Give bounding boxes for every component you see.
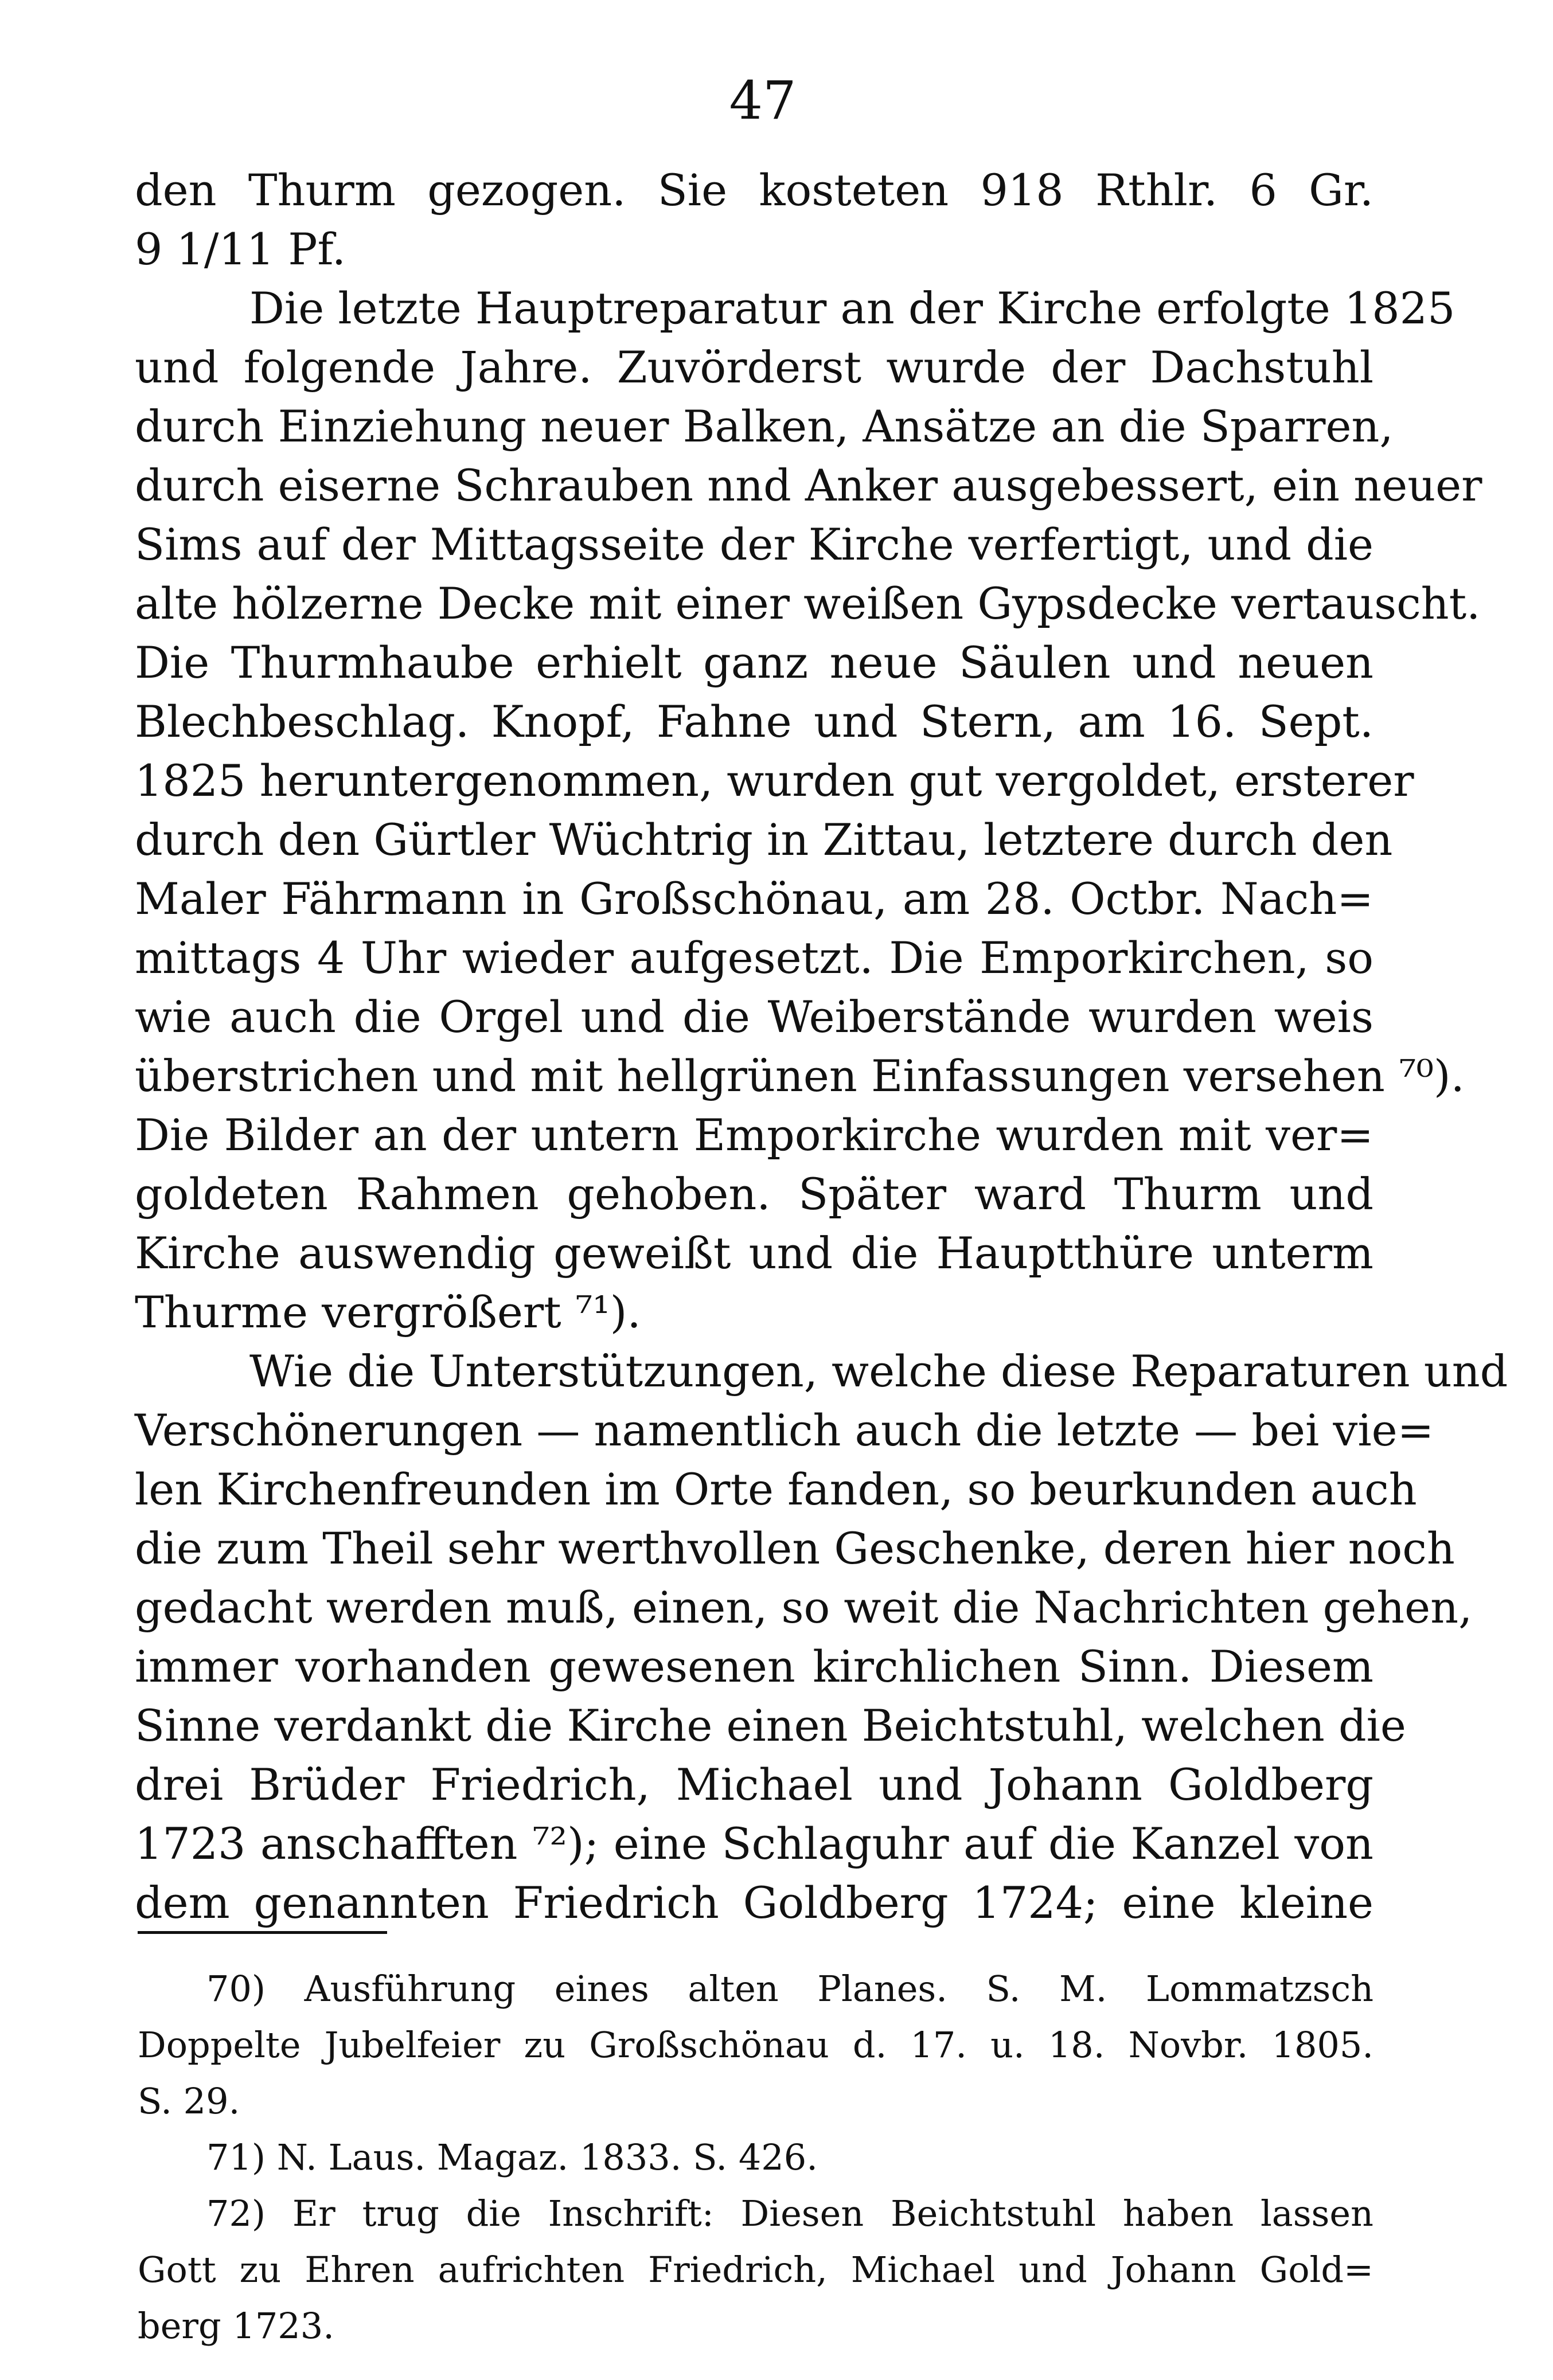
footnote-line: 70) Ausführung eines alten Planes. S. M. Lommatzsch <box>206 1968 1373 2010</box>
text-line: Verschönerungen — namentlich auch die letzte — bei vie= <box>135 1405 1434 1456</box>
text-line: goldeten Rahmen gehoben. Später ward Thurm und <box>135 1168 1373 1220</box>
text-line: und folgende Jahre. Zuvörderst wurde der Dachstuhl <box>135 342 1373 393</box>
text-line: wie auch die Orgel und die Weiberstände wurden weis <box>135 991 1373 1042</box>
text-line: len Kirchenfreunden im Orte fanden, so beurkunden auch <box>135 1464 1417 1515</box>
text-line: Blechbeschlag. Knopf, Fahne und Stern, am 16. Sept. <box>135 696 1373 747</box>
text-line: mittags 4 Uhr wieder aufgesetzt. Die Emporkirchen, so <box>135 932 1373 983</box>
text-line: Wie die Unterstützungen, welche diese Reparaturen und <box>249 1346 1508 1397</box>
text-line: Die Thurmhaube erhielt ganz neue Säulen und neuen <box>135 637 1373 688</box>
text-line: den Thurm gezogen. Sie kosteten 918 Rthlr. 6 Gr. <box>135 165 1373 216</box>
text-line: durch eiserne Schrauben nnd Anker ausgebessert, ein neuer <box>135 460 1482 511</box>
text-line: Kirche auswendig geweißt und die Hauptthüre unterm <box>135 1228 1373 1279</box>
text-line: überstrichen und mit hellgrünen Einfassungen versehen ⁷⁰). <box>135 1050 1465 1101</box>
text-line: drei Brüder Friedrich, Michael und Johann Goldberg <box>135 1759 1373 1810</box>
text-line: dem genannten Friedrich Goldberg 1724; eine kleine <box>135 1877 1373 1928</box>
text-line: Maler Fährmann in Großschönau, am 28. Octbr. Nach= <box>135 873 1373 924</box>
text-line: Die Bilder an der untern Emporkirche wurden mit ver= <box>135 1109 1373 1160</box>
text-line: immer vorhanden gewesenen kirchlichen Sinn. Diesem <box>135 1641 1373 1692</box>
text-line: die zum Theil sehr werthvollen Geschenke, deren hier noch <box>135 1523 1455 1574</box>
footnote-divider <box>138 1931 387 1934</box>
footnote-line: Doppelte Jubelfeier zu Großschönau d. 17. u. 18. Novbr. 1805. <box>138 2024 1373 2066</box>
page-number: 47 <box>729 70 797 131</box>
text-line: 9 1/11 Pf. <box>135 224 346 275</box>
text-line: durch den Gürtler Wüchtrig in Zittau, letztere durch den <box>135 814 1393 865</box>
text-line: Die letzte Hauptreparatur an der Kirche erfolgte 1825 <box>249 283 1456 334</box>
body-text <box>135 161 1508 1932</box>
footnote-line: 71) N. Laus. Magaz. 1833. S. 426. <box>206 2136 818 2178</box>
footnotes <box>138 1961 1373 2354</box>
footnote-line: 72) Er trug die Inschrift: Diesen Beichtstuhl haben lassen <box>206 2193 1373 2234</box>
text-line: Thurme vergrößert ⁷¹). <box>135 1287 641 1338</box>
footnote-line: Gott zu Ehren aufrichten Friedrich, Michael und Johann Gold= <box>138 2249 1373 2291</box>
text-line: Sims auf der Mittagsseite der Kirche verfertigt, und die <box>135 519 1373 570</box>
text-line: durch Einziehung neuer Balken, Ansätze an die Sparren, <box>135 401 1394 452</box>
text-line: alte hölzerne Decke mit einer weißen Gypsdecke vertauscht. <box>135 578 1481 629</box>
text-line: Sinne verdankt die Kirche einen Beichtstuhl, welchen die <box>135 1700 1406 1751</box>
footnote-line: berg 1723. <box>138 2305 334 2347</box>
text-line: 1825 heruntergenommen, wurden gut vergoldet, ersterer <box>135 755 1414 806</box>
footnote-line: S. 29. <box>138 2080 240 2122</box>
text-line: gedacht werden muß, einen, so weit die Nachrichten gehen, <box>135 1582 1473 1633</box>
text-line: 1723 anschafften ⁷²); eine Schlaguhr auf die Kanzel von <box>135 1818 1373 1869</box>
